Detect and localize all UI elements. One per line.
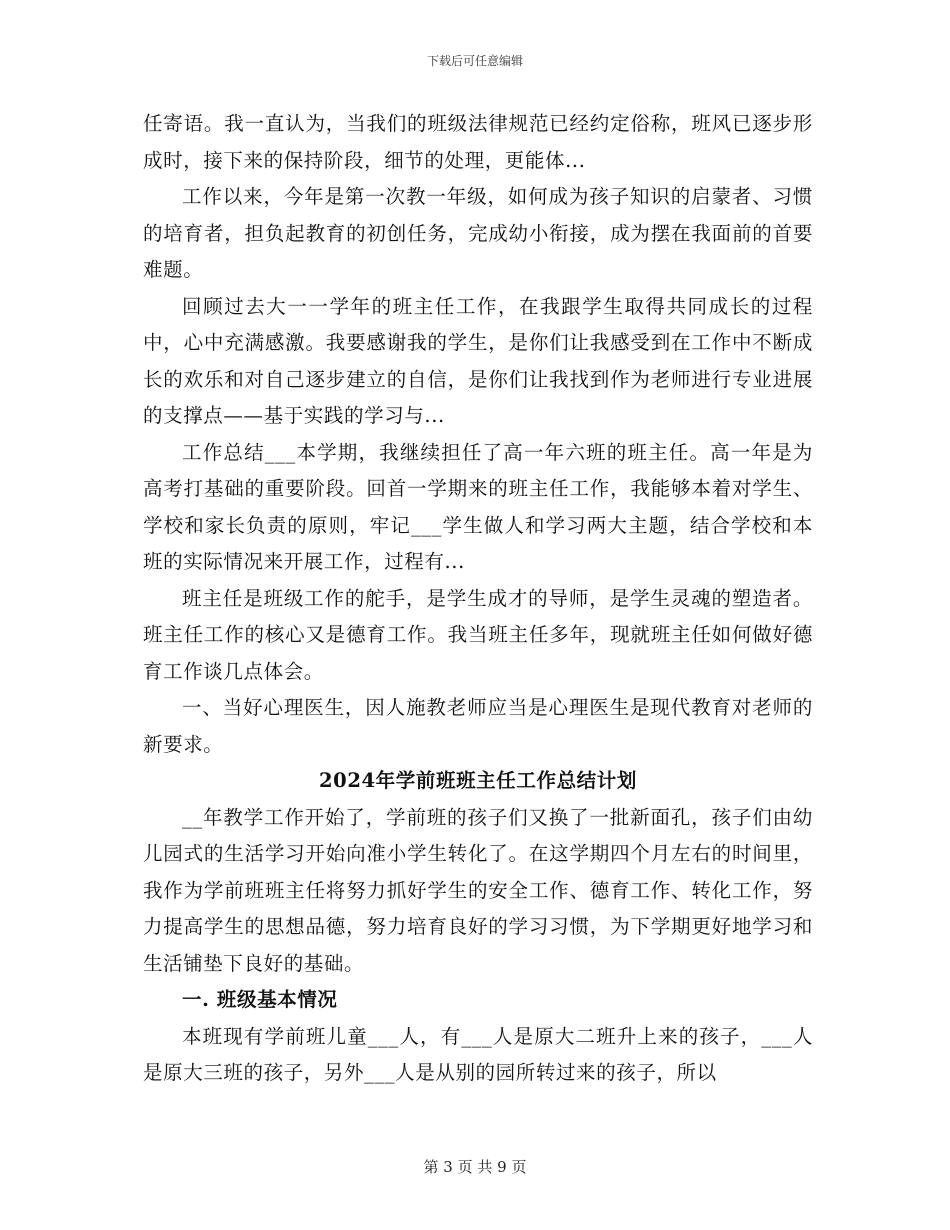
paragraph: 回顾过去大一一学年的班主任工作，在我跟学生取得共同成长的过程中，心中充满感激。我要感谢我的学生，是你们让我感受到在工作中不断成长的欢乐和对自己逐步建立的自信，是你们让我找到作为老师进行专业进展的支撑点——基于实践的学习与... [143,294,813,427]
paragraph: 任寄语。我一直认为，当我们的班级法律规范已经约定俗称，班风已逐步形成时，接下来的保持阶段，细节的处理，更能体... [143,112,813,172]
document-body [143,106,813,1092]
paragraph: 一、当好心理医生，因人施教老师应当是心理医生是现代教育对老师的新要求。 [143,696,813,756]
paragraph: 班主任是班级工作的舵手，是学生成才的导师，是学生灵魂的塑造者。班主任工作的核心又是德育工作。我当班主任多年，现就班主任如何做好德育工作谈几点体会。 [143,586,813,683]
page-footer: 第 3 页 共 9 页 [423,1158,527,1176]
subsection-heading: 一. 班级基本情况 [182,988,338,1011]
paragraph: 本班现有学前班儿童___人，有___人是原大二班升上来的孩子，___人是原大三班的孩子，另外___人是从别的园所转过来的孩子，所以 [143,1024,813,1084]
paragraph: 工作总结___本学期，我继续担任了高一年六班的班主任。高一年是为高考打基础的重要阶段。回首一学期来的班主任工作，我能够本着对学生、学校和家长负责的原则，牢记___学生做人和学习两大主题，结合学校和本班的实际情况来开展工作，过程有... [143,440,813,573]
paragraph: __年教学工作开始了，学前班的孩子们又换了一批新面孔，孩子们由幼儿园式的生活学习开始向准小学生转化了。在这学期四个月左右的时间里，我作为学前班班主任将努力抓好学生的安全工作、德育工作、转化工作，努力提高学生的思想品德，努力培育良好的学习习惯，为下学期更好地学习和生活铺垫下良好的基础。 [143,805,813,975]
section-title: 2024年学前班班主任工作总结计划 [319,769,637,792]
paragraph: 工作以来，今年是第一次教一年级，如何成为孩子知识的启蒙者、习惯的培育者，担负起教育的初创任务，完成幼小衔接，成为摆在我面前的首要难题。 [143,185,813,281]
page-header: 下载后可任意编辑 [426,54,523,68]
